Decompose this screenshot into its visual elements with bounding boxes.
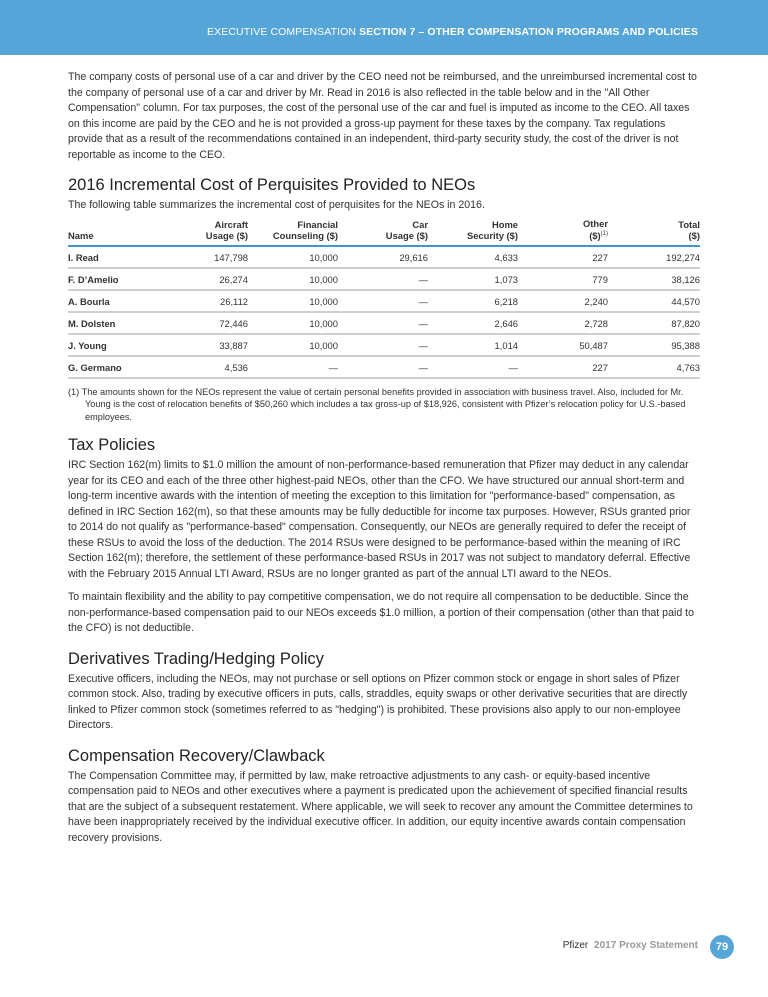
section-category: EXECUTIVE COMPENSATION bbox=[207, 26, 357, 38]
value-cell: 10,000 bbox=[248, 312, 338, 334]
perquisites-table bbox=[68, 218, 700, 379]
column-header-aircraft bbox=[178, 218, 248, 246]
column-header-label: Name bbox=[68, 230, 94, 242]
table-row bbox=[68, 290, 700, 312]
value-cell: 227 bbox=[518, 356, 608, 378]
table-row bbox=[68, 268, 700, 290]
table-row bbox=[68, 246, 700, 268]
column-header-car bbox=[338, 218, 428, 246]
column-header-line1: Aircraft bbox=[214, 218, 248, 230]
value-cell: — bbox=[338, 312, 428, 334]
value-cell: 50,487 bbox=[518, 334, 608, 356]
value-cell: 4,536 bbox=[178, 356, 248, 378]
value-cell: 2,240 bbox=[518, 290, 608, 312]
footer-company: Pfizer bbox=[562, 940, 589, 951]
value-cell: 147,798 bbox=[178, 246, 248, 268]
tax-policies-paragraph: To maintain flexibility and the ability to pay competitive compensation, we do not require all compensation to be deductible. Since the non-performance-based compensation paid to our NEOs exceeds $1.0 million, a portion of their compensation (other than that paid to the CFO) is not deductible. bbox=[68, 591, 694, 635]
value-cell: — bbox=[338, 356, 428, 378]
section-banner bbox=[0, 0, 768, 55]
row-name-cell: I. Read bbox=[68, 246, 178, 268]
value-cell: 38,126 bbox=[608, 268, 700, 290]
tax-policies-paragraph: IRC Section 162(m) limits to $1.0 million the amount of non-performance-based remuneration that Pfizer may deduct in any calendar year for its CEO and each of the three other highest-paid NEOs, other than the CFO. We have structured our annual short-term and long-term incentive awards with the intention of meeting the exception to this limitation for "performance-based" compensation, as defined in IRC Section 162(m), so that these amounts may be fully deductible for income tax purposes. However, RSUs granted prior to 2014 do not qualify as "performance-based" compensation. Consequently, our NEOs are generally required to defer the receipt of these RSUs to avoid the loss of the deduction. The 2014 RSUs were designed to be performance-based within the meaning of IRC Section 162(m); therefore, the settlement of these performance-based RSUs in 2017 was not subject to mandatory deferral. Effective with the February 2015 Annual LTI Award, RSUs are no longer granted as part of the annual LTI award to the NEOs. bbox=[68, 459, 691, 580]
footer-document: 2017 Proxy Statement bbox=[594, 940, 698, 951]
value-cell: 44,570 bbox=[608, 290, 700, 312]
value-cell: 29,616 bbox=[338, 246, 428, 268]
value-cell: — bbox=[338, 290, 428, 312]
column-header-financial bbox=[248, 218, 338, 246]
value-cell: — bbox=[338, 268, 428, 290]
table-footnote: (1) The amounts shown for the NEOs represent the value of certain personal benefits provided in association with business travel. Also, included for Mr. Young is the cost of relocation benefits of $50,260 which includes a tax gross-up of $18,926, consistent with Pfizer’s relocation policy for U.S.-based employees. bbox=[68, 386, 686, 422]
column-header-line2: Counseling ($) bbox=[272, 230, 338, 242]
section-name: SECTION 7 – OTHER COMPENSATION PROGRAMS AND POLICIES bbox=[359, 26, 698, 38]
table-body bbox=[68, 246, 700, 378]
column-header-line1: Home bbox=[491, 218, 518, 230]
value-cell: 33,887 bbox=[178, 334, 248, 356]
column-header-line2: ($) bbox=[589, 230, 601, 242]
value-cell: 10,000 bbox=[248, 290, 338, 312]
intro-paragraph: The company costs of personal use of a car and driver by the CEO need not be reimbursed, and the unreimbursed incremental cost to the company of personal use of a car and driver by Mr. Read in 2016 is also reflected in the table below and in the "All Other Compensation" column. For tax purposes, the cost of the personal use of the car and fuel is imputed as income to the CEO. All taxes on this income are paid by the CEO and he is not provided a gross-up payment for these taxes by the company. Tax regulations provide that as a result of the recommendations contained in an independent, third-party security study, the cost of the driver is not reportable as income to the CEO. bbox=[68, 71, 697, 161]
derivatives-paragraph: Executive officers, including the NEOs, may not purchase or sell options on Pfizer common stock or engage in short sales of Pfizer common stock. Also, trading by executive officers in puts, calls, straddles, equity swaps or other derivative securities that are directly linked to Pfizer common stock (sometimes referred to as "hedging") is prohibited. These provisions also apply to our non-employee Directors. bbox=[68, 672, 688, 732]
row-name-cell: G. Germano bbox=[68, 356, 178, 378]
value-cell: 10,000 bbox=[248, 246, 338, 268]
value-cell: 26,274 bbox=[178, 268, 248, 290]
value-cell: 6,218 bbox=[428, 290, 518, 312]
column-header-line2: Usage ($) bbox=[205, 230, 248, 242]
row-name-cell: A. Bourla bbox=[68, 290, 178, 312]
column-header-line2: Usage ($) bbox=[385, 230, 428, 242]
value-cell: 87,820 bbox=[608, 312, 700, 334]
value-cell: — bbox=[338, 334, 428, 356]
value-cell: 2,728 bbox=[518, 312, 608, 334]
value-cell: 192,274 bbox=[608, 246, 700, 268]
value-cell: 227 bbox=[518, 246, 608, 268]
tax-policies-heading: Tax Policies bbox=[68, 436, 156, 455]
value-cell: 4,633 bbox=[428, 246, 518, 268]
table-row bbox=[68, 334, 700, 356]
value-cell: 72,446 bbox=[178, 312, 248, 334]
footnote-ref: (1) bbox=[600, 231, 608, 237]
value-cell: 2,646 bbox=[428, 312, 518, 334]
column-header-total bbox=[608, 218, 700, 246]
value-cell: 10,000 bbox=[248, 334, 338, 356]
column-header-line1: Total bbox=[678, 218, 700, 230]
perquisites-heading: 2016 Incremental Cost of Perquisites Provided to NEOs bbox=[68, 176, 476, 194]
page-number-badge: 79 bbox=[710, 935, 734, 959]
row-name-cell: J. Young bbox=[68, 334, 178, 356]
section-title bbox=[207, 26, 698, 38]
column-header-name bbox=[68, 218, 178, 246]
value-cell: 95,388 bbox=[608, 334, 700, 356]
clawback-heading: Compensation Recovery/Clawback bbox=[68, 746, 325, 765]
value-cell: 10,000 bbox=[248, 268, 338, 290]
column-header-home-security bbox=[428, 218, 518, 246]
value-cell: — bbox=[248, 356, 338, 378]
value-cell: 779 bbox=[518, 268, 608, 290]
perquisites-intro: The following table summarizes the incremental cost of perquisites for the NEOs in 2016. bbox=[68, 199, 485, 211]
table-row bbox=[68, 356, 700, 378]
page-content bbox=[68, 70, 700, 854]
column-header-other bbox=[518, 218, 608, 246]
value-cell: 1,014 bbox=[428, 334, 518, 356]
table-row bbox=[68, 312, 700, 334]
page-footer bbox=[563, 940, 698, 951]
value-cell: — bbox=[428, 356, 518, 378]
column-header-line1: Other bbox=[582, 217, 608, 229]
column-header-line2: ($) bbox=[688, 230, 700, 242]
clawback-paragraph: The Compensation Committee may, if permitted by law, make retroactive adjustments to any cash- or equity-based incentive compensation paid to NEOs and other executives where a payment is predicated upon the achievement of specified financial results that are the subject of a subsequent restatement. Where applicable, we will seek to recover any amount the Committee determines to have been inappropriately received by the individual executive officer. In addition, our equity incentive awards contain compensation recovery provisions. bbox=[68, 769, 693, 844]
column-header-line1: Financial bbox=[297, 218, 338, 230]
value-cell: 26,112 bbox=[178, 290, 248, 312]
derivatives-heading: Derivatives Trading/Hedging Policy bbox=[68, 649, 324, 668]
row-name-cell: F. D’Amelio bbox=[68, 268, 178, 290]
value-cell: 1,073 bbox=[428, 268, 518, 290]
table-header-row bbox=[68, 218, 700, 246]
column-header-line2: Security ($) bbox=[466, 230, 518, 242]
column-header-line1: Car bbox=[412, 218, 428, 230]
row-name-cell: M. Dolsten bbox=[68, 312, 178, 334]
value-cell: 4,763 bbox=[608, 356, 700, 378]
